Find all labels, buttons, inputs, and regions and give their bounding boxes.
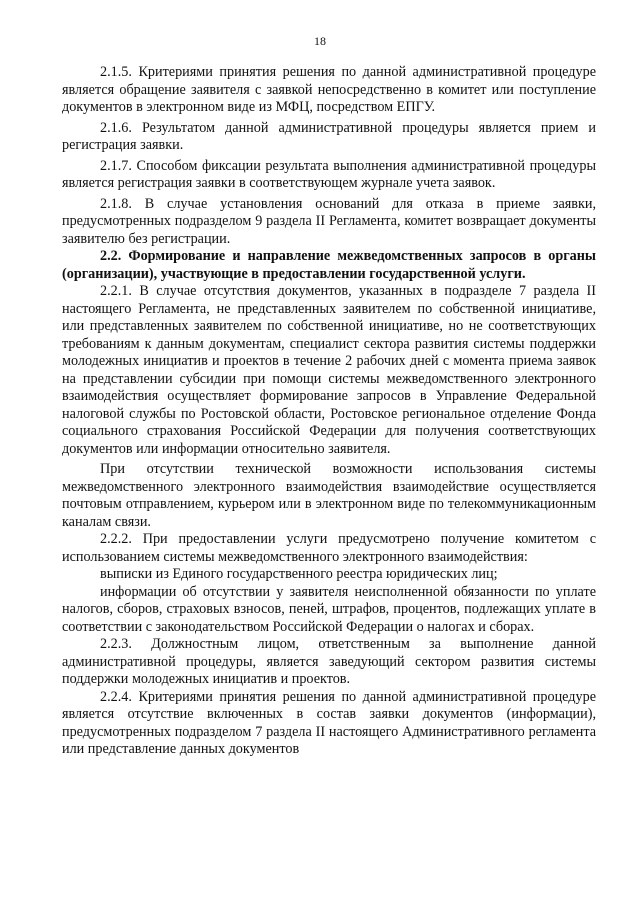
paragraph-2-1-7: 2.1.7. Способом фиксации результата выполнения административной процедуры является регистрация заявки в соответствующем журнале учета заявок.: [62, 157, 596, 191]
page-number: 18: [314, 34, 326, 48]
section-heading-2-2: 2.2. Формирование и направление межведомственных запросов в органы (организации), участвующие в предоставлении государственной услуги.: [62, 248, 596, 282]
paragraph-2-2-2: 2.2.2. При предоставлении услуги предусмотрено получение комитетом с использованием системы межведомственного электронного взаимодействия:: [62, 531, 596, 565]
paragraph-2-2-3: 2.2.3. Должностным лицом, ответственным за выполнение данной административной процедуры, является заведующий сектором развития системы поддержки молодежных инициатив и проектов.: [62, 636, 596, 687]
paragraph-2-1-8: 2.1.8. В случае установления оснований для отказа в приеме заявки, предусмотренных подразделом 9 раздела II Регламента, комитет возвращает документы заявителю без регистрации.: [62, 195, 596, 247]
list-item-egrul-extract: выписки из Единого государственного реестра юридических лиц;: [100, 566, 498, 582]
paragraph-no-technical-possibility: При отсутствии технической возможности использования системы межведомственного электронного взаимодействия взаимодействие осуществляется почтовым отправлением, курьером или в электронном виде по телекоммуникационным каналам связи.: [62, 461, 596, 530]
paragraph-2-2-1: 2.2.1. В случае отсутствия документов, указанных в подразделе 7 раздела II настоящего Регламента, не представленных заявителем по собственной инициативе, или представленных заявителем по собственной инициативе, но не соответствующих требованиям к данным документам, специалист сектора развития системы поддержки молодежных инициатив и проектов в течение 2 рабочих дней с момента приема заявок на представлении субсидии при помощи системы межведомственного электронного взаимодействия осуществляет формирование запросов в Управление Федеральной налоговой службы по Ростовской области, Ростовское региональное отделение Фонда социального страхования Российской Федерации для получения соответствующих документов или информации относительно заявителя.: [62, 283, 596, 457]
document-body: [62, 64, 596, 759]
paragraph-2-1-5: 2.1.5. Критериями принятия решения по данной административной процедуре является обращение заявителя с заявкой непосредственно в комитет или поступление документов в электронном виде из МФЦ, посредством ЕПГУ.: [62, 64, 596, 115]
paragraph-2-2-4: 2.2.4. Критериями принятия решения по данной административной процедуре является отсутствие включенных в состав заявки документов (информации), предусмотренных подразделом 7 раздела II настоящего Административного регламента или представление данных документов: [62, 688, 596, 757]
list-item-tax-obligations-info: информации об отсутствии у заявителя неисполненной обязанности по уплате налогов, сборов, страховых взносов, пеней, штрафов, процентов, подлежащих уплате в соответствии с законодательством Российской Федерации о налогах и сборах.: [62, 583, 596, 635]
paragraph-2-1-6: 2.1.6. Результатом данной административной процедуры является прием и регистрация заявки.: [62, 119, 596, 153]
